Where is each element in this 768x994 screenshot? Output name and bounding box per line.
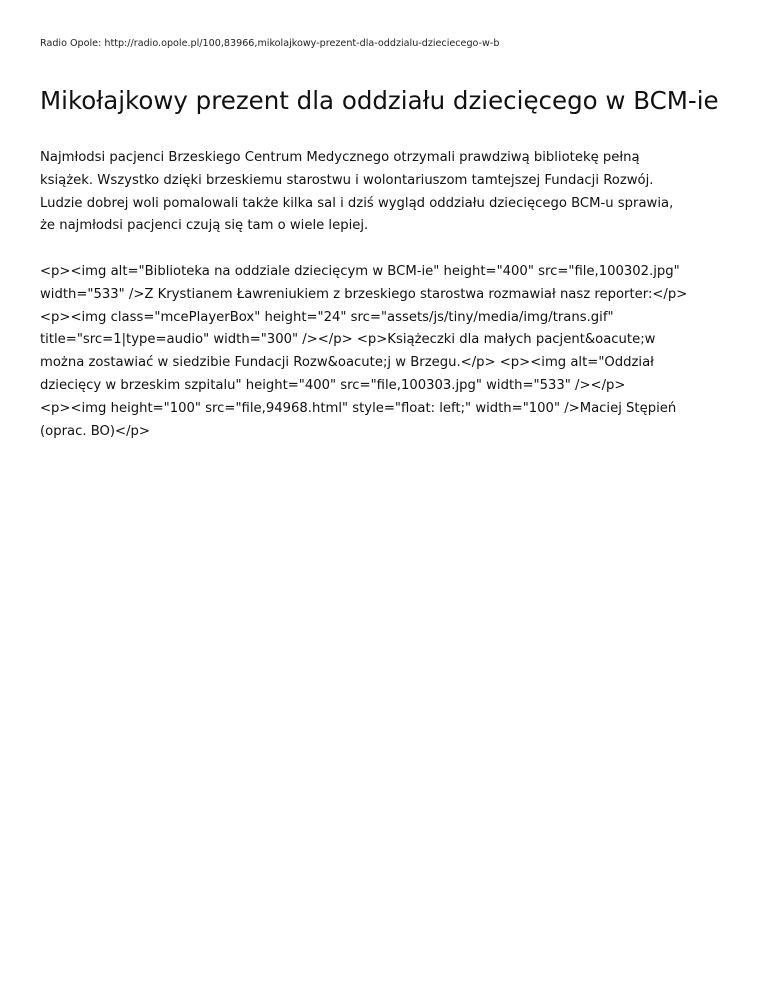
lead-line: że najmłodsi pacjenci czują się tam o wiele lepiej. bbox=[40, 218, 369, 234]
body-line: <p><img class="mcePlayerBox" height="24" src="assets/js/tiny/media/img/trans.gif" bbox=[40, 309, 614, 325]
article-body bbox=[40, 261, 740, 443]
body-line: width="533" />Z Krystianem Ławreniukiem z brzeskiego starostwa rozmawiał nasz reporter:</p> bbox=[40, 286, 688, 302]
article-lead bbox=[40, 147, 730, 238]
source-line: Radio Opole: http://radio.opole.pl/100,83966,mikolajkowy-prezent-dla-oddzialu-dzieciecego-w-b bbox=[40, 38, 500, 49]
body-line: title="src=1|type=audio" width="300" /></p> <p>Książeczki dla małych pacjent&oacute;w bbox=[40, 332, 656, 348]
lead-line: książek. Wszystko dzięki brzeskiemu starostwu i wolontariuszom tamtejszej Fundacji Rozwój. bbox=[40, 172, 654, 188]
article-title: Mikołajkowy prezent dla oddziału dziecięcego w BCM-ie bbox=[40, 86, 719, 115]
body-line: <p><img height="100" src="file,94968.html" style="float: left;" width="100" />Maciej Stępień bbox=[40, 400, 677, 416]
lead-line: Najmłodsi pacjenci Brzeskiego Centrum Medycznego otrzymali prawdziwą bibliotekę pełną bbox=[40, 150, 640, 165]
body-line: (oprac. BO)</p> bbox=[40, 423, 150, 439]
body-line: dziecięcy w brzeskim szpitalu" height="400" src="file,100303.jpg" width="533" /></p> bbox=[40, 377, 626, 393]
body-line: <p><img alt="Biblioteka na oddziale dziecięcym w BCM-ie" height="400" src="file,100302.jpg" bbox=[40, 264, 680, 279]
body-line: można zostawiać w siedzibie Fundacji Rozw&oacute;j w Brzegu.</p> <p><img alt="Oddział bbox=[40, 355, 654, 371]
lead-line: Ludzie dobrej woli pomalowali także kilka sal i dziś wygląd oddziału dziecięcego BCM-u sprawia, bbox=[40, 195, 674, 211]
